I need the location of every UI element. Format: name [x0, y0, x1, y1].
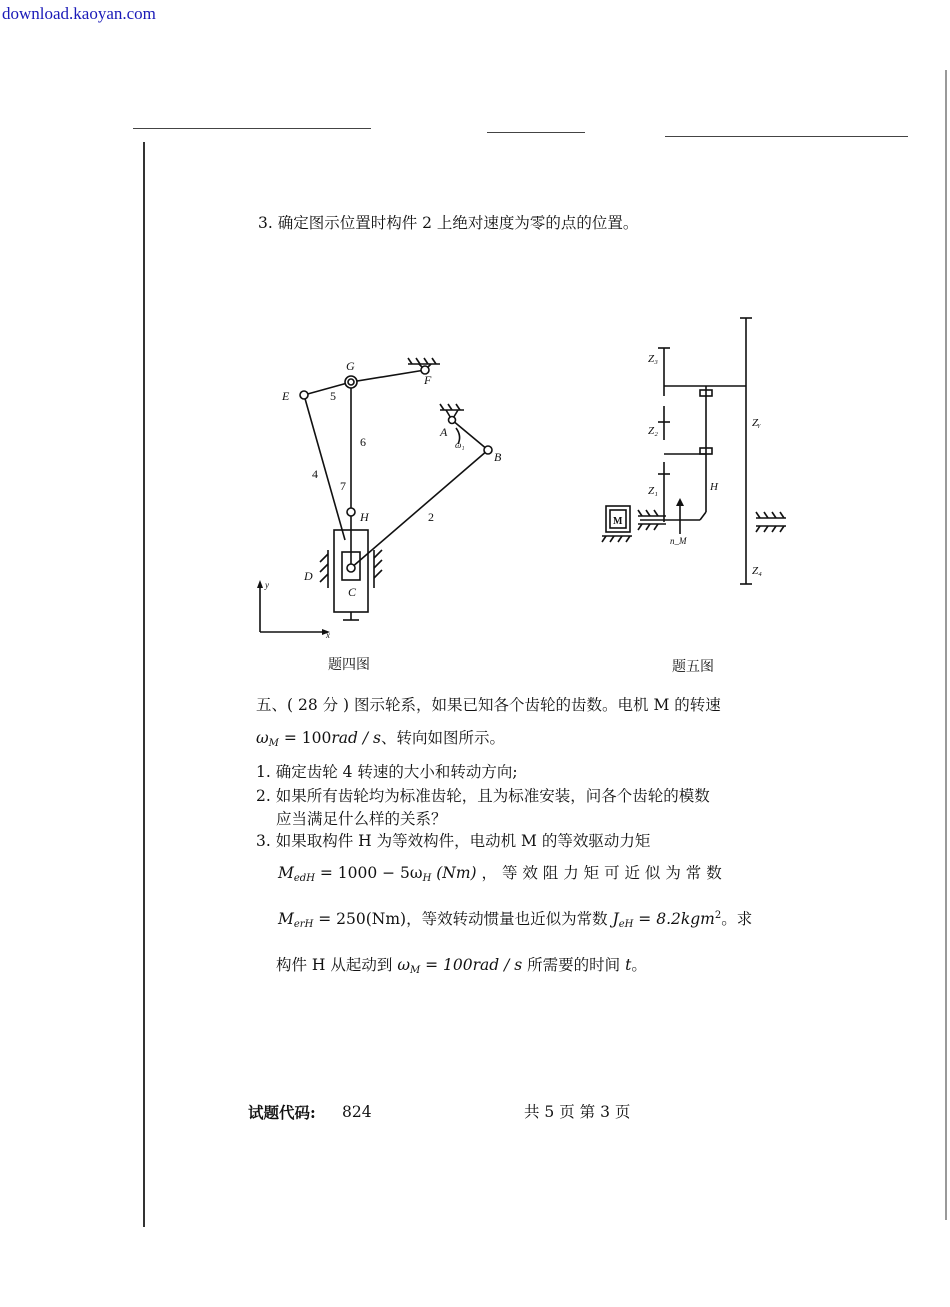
figure-4-linkage [250, 340, 510, 640]
label-C: C [348, 585, 357, 599]
footer-code-value: 824 [342, 1103, 372, 1121]
label-2: 2 [428, 510, 434, 524]
label-y: y [265, 580, 269, 590]
q5-line2: $\omega_M = 100rad / s$、转向如图所示。 [256, 729, 505, 749]
q5-eq-driving-torque: $M_{edH} = 1000 - 5\omega_H$ (Nm) ， 等 效 阻 力 矩 可 近 似 为 常 数 [278, 864, 722, 884]
label-6: 6 [360, 435, 366, 449]
label-z4: Z₄ [752, 565, 762, 577]
q5-item-2a: 2. 如果所有齿轮均为标准齿轮，且为标准安装，问各个齿轮的模数 [256, 787, 710, 805]
label-E: E [282, 389, 290, 403]
q5-item-2b: 应当满足什么样的关系？ [276, 810, 447, 828]
left-scan-border [143, 142, 145, 1227]
label-omega1: ω₁ [455, 440, 465, 450]
label-D: D [304, 569, 313, 583]
label-7: 7 [340, 479, 346, 493]
q5-header: 五、( 28 分 ) 图示轮系，如果已知各个齿轮的齿数。电机 M 的转速 [256, 696, 721, 714]
top-rule-3 [665, 136, 908, 137]
label-carrier-H: H [710, 481, 718, 493]
prev-question-item-3: 3. 确定图示位置时构件 2 上绝对速度为零的点的位置。 [258, 214, 639, 232]
q5-item-1: 1. 确定齿轮 4 转速的大小和转动方向; [256, 763, 518, 781]
label-4: 4 [312, 467, 318, 481]
watermark-link[interactable]: download.kaoyan.com [2, 4, 156, 23]
figure-5-caption: 题五图 [672, 659, 714, 675]
label-z1: Z₁ [648, 485, 658, 497]
label-nM: n_M [670, 536, 687, 546]
footer-code-label: 试题代码: [248, 1103, 316, 1122]
label-z3: Z₃ [648, 353, 658, 365]
q5-final-question: 构件 H 从起动到 $\omega_M = 100rad / s$ 所需要的时间 t。 [276, 956, 647, 976]
label-B: B [494, 450, 502, 464]
label-z2: Z₂ [648, 425, 658, 437]
figure-4-caption: 题四图 [328, 657, 370, 673]
right-scan-border [945, 70, 947, 1220]
label-H: H [360, 510, 369, 524]
label-F: F [424, 373, 432, 387]
label-A: A [440, 425, 448, 439]
footer-page-count: 共 5 页 第 3 页 [524, 1103, 631, 1121]
label-zy: Zᵧ [752, 417, 761, 429]
top-rule-2 [487, 132, 585, 133]
label-G: G [346, 359, 355, 373]
q5-item-3a: 3. 如果取构件 H 为等效构件，电动机 M 的等效驱动力矩 [256, 832, 651, 850]
q5-eq-resistance-torque: $M_{erH} = 250(Nm)$，等效转动惯量也近似为常数 $J_{eH} = 8.2kgm^2$。求 [278, 910, 753, 930]
top-rule-1 [133, 128, 371, 129]
label-x: x [326, 630, 330, 640]
figure-5-gear-train [596, 312, 796, 592]
label-motor-M: M [613, 516, 623, 527]
label-5: 5 [330, 389, 336, 403]
